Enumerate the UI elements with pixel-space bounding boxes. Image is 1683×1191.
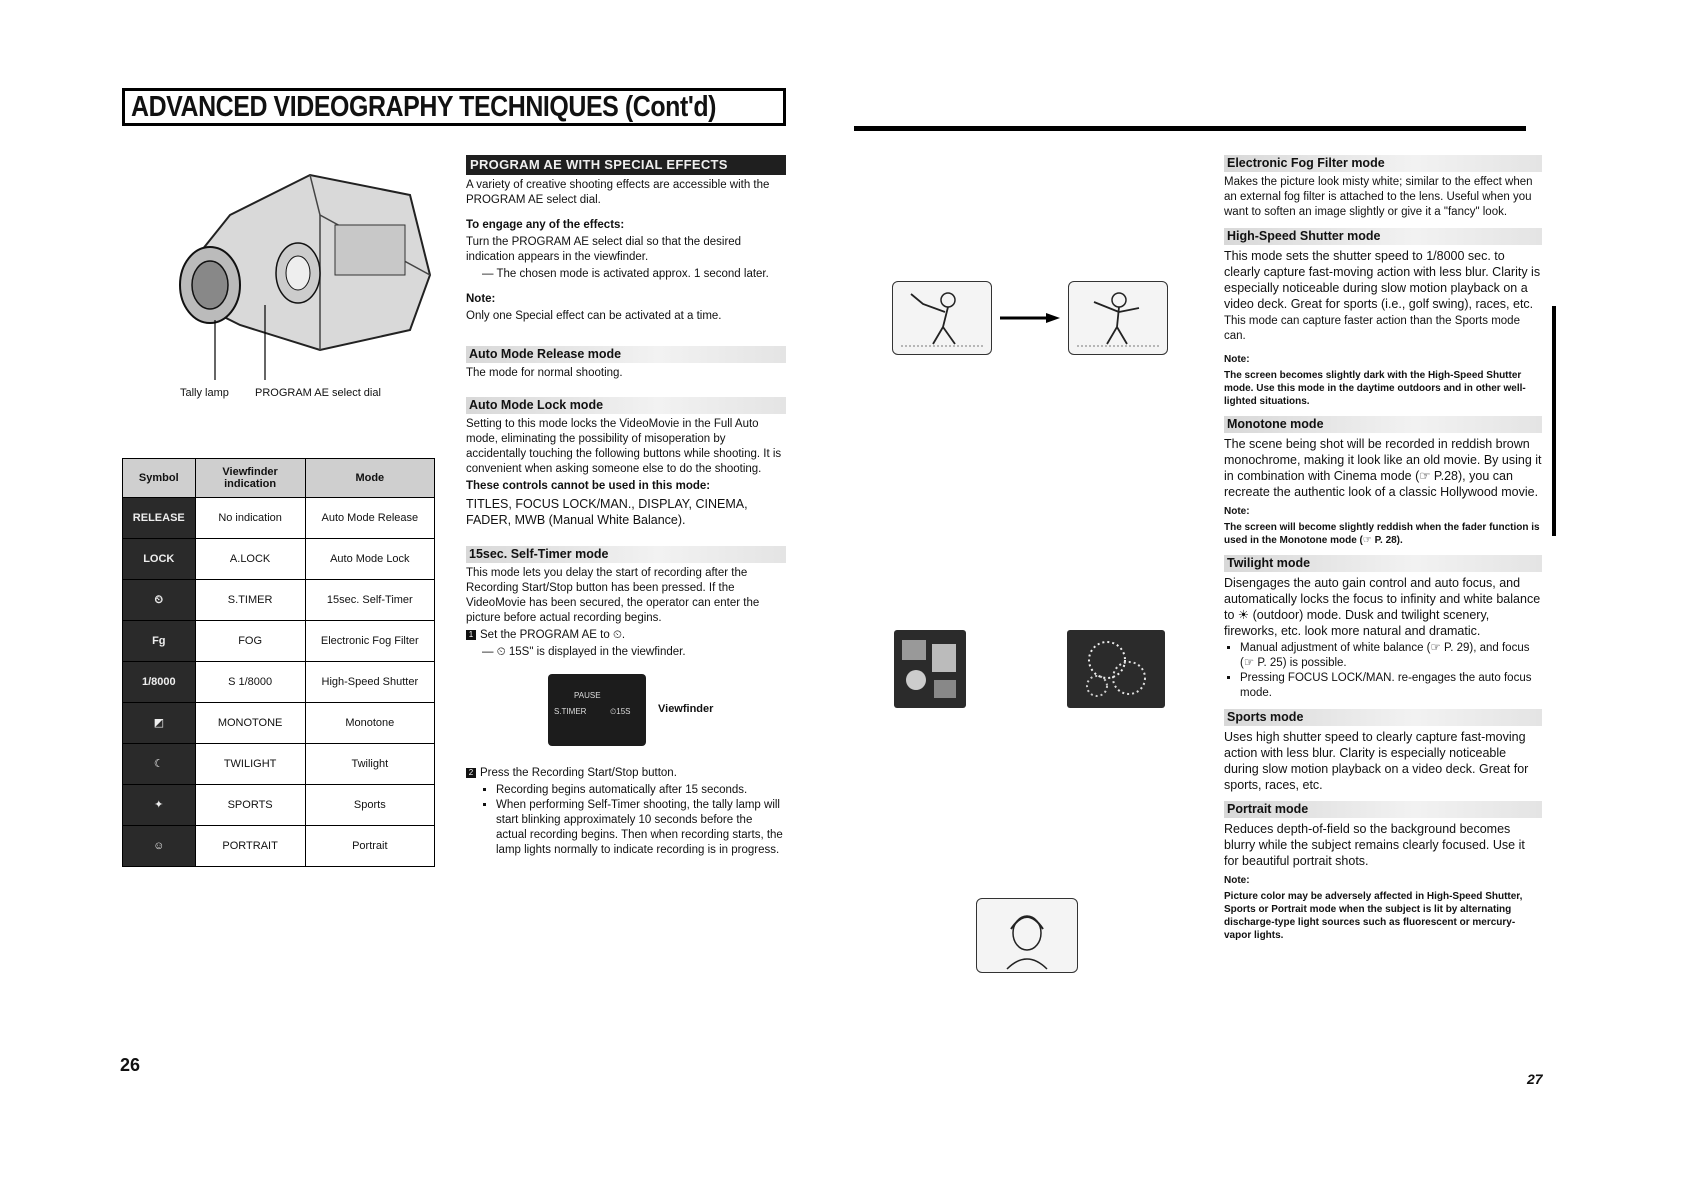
viewfinder-illustration [548, 674, 714, 746]
table-cell: A.LOCK [195, 539, 305, 580]
monotone-mode-text: The scene being shot will be recorded in reddish brown monochrome, making it look like an old movie. By using it in combination with Cinema mode (☞ P.28), you can recreate the authentic look of a classic Hollywood movie. [1224, 437, 1542, 499]
lock-mode-bold: These controls cannot be used in this mode: [466, 480, 711, 492]
table-row [123, 580, 435, 621]
fireworks-illustration [1067, 630, 1165, 708]
portrait-illustration [976, 898, 1078, 973]
step-1 [466, 628, 786, 643]
lock-symbol: LOCK [123, 539, 196, 580]
step-2-text: Press the Recording Start/Stop button. [480, 767, 677, 779]
twilight-bullets [1224, 641, 1542, 701]
middle-column [466, 155, 786, 858]
table-cell: No indication [195, 498, 305, 539]
high-speed-mode-text: This mode sets the shutter speed to 1/8000 sec. to clearly capture fast-moving action with less blur. Clarity is especially noticeable during slow motion playback on a video deck. Great for sports (i.e., golf swing), races, etc. [1224, 249, 1541, 311]
portrait-mode-heading: Portrait mode [1224, 801, 1542, 818]
table-row [123, 703, 435, 744]
portrait-icon: ☺ [123, 826, 196, 867]
viewfinder-pause: PAUSE [574, 691, 601, 700]
table-cell: Sports [305, 785, 434, 826]
high-speed-mode-heading: High-Speed Shutter mode [1224, 228, 1542, 245]
table-cell: High-Speed Shutter [305, 662, 434, 703]
table-cell: Twilight [305, 744, 434, 785]
golfer-illustration-before [892, 281, 992, 355]
table-row [123, 621, 435, 662]
sports-mode-text: Uses high shutter speed to clearly capture fast-moving action with less blur. Clarity is especially noticeable during slow motion playback on a video deck. Great for sports, races, etc. [1224, 730, 1529, 792]
step-2 [466, 766, 786, 781]
monotone-note-heading: Note: [1224, 506, 1250, 517]
high-speed-note-heading: Note: [1224, 354, 1250, 365]
table-cell: S.TIMER [195, 580, 305, 621]
list-item: ▪ Manual adjustment of white balance (☞ P. 29), and focus (☞ P. 25) is possible. [1240, 641, 1542, 671]
header-viewfinder: Viewfinder indication [195, 459, 305, 498]
table-row [123, 744, 435, 785]
step-1-text: Set the PROGRAM AE to ⏲. [480, 629, 626, 641]
monotone-illustration [894, 630, 966, 708]
program-ae-dial-label: PROGRAM AE select dial [255, 387, 381, 399]
twilight-mode-text: Disengages the auto gain control and auto focus, and automatically locks the focus to infinity and white balance to ☀ (outdoor) mode. Dusk and twilight scenery, fireworks, etc. look more natural and dramatic. [1224, 576, 1541, 638]
section-banner: PROGRAM AE WITH SPECIAL EFFECTS [466, 155, 786, 175]
table-row [123, 498, 435, 539]
monotone-note: The screen will become slightly reddish when the fader function is used in the Monotone mode (☞ P. 28). [1224, 522, 1540, 546]
arrow-icon [1000, 313, 1060, 323]
final-note-heading: Note: [1224, 875, 1250, 886]
release-mode-text: The mode for normal shooting. [466, 367, 623, 379]
viewfinder-label: Viewfinder [658, 703, 714, 715]
release-mode-heading: Auto Mode Release mode [466, 346, 786, 363]
twilight-icon: ☾ [123, 744, 196, 785]
list-item: ▪ When performing Self-Timer shooting, the tally lamp will start blinking approximately 10 seconds before the actual recording begins. Then when recording starts, the lamp lights normally to indicate recording is in progress. [496, 798, 786, 858]
table-cell: FOG [195, 621, 305, 662]
sports-icon: ✦ [123, 785, 196, 826]
step-2-number: 2 [466, 768, 476, 778]
step-2-bullets [466, 783, 786, 858]
note-heading: Note: [466, 293, 496, 305]
table-row [123, 785, 435, 826]
step-1-sub: — ⏲ 15S" is displayed in the viewfinder. [482, 646, 686, 658]
page-number-left: 26 [120, 1055, 141, 1075]
self-timer-icon: ⏲ [123, 580, 196, 621]
table-cell: S 1/8000 [195, 662, 305, 703]
lock-mode-text: Setting to this mode locks the VideoMovie in the Full Auto mode, eliminating the possibility of misoperation by accidentally touching the following buttons while shooting. It is convenient when asking someone else to do the shooting. [466, 418, 782, 475]
step-1-number: 1 [466, 630, 476, 640]
table-cell: Portrait [305, 826, 434, 867]
table-row [123, 539, 435, 580]
table-cell: Auto Mode Release [305, 498, 434, 539]
header-mode: Mode [305, 459, 434, 498]
high-speed-note: The screen becomes slightly dark with the High-Speed Shutter mode. Use this mode in the daytime outdoors and in other well-lighted situations. [1224, 370, 1526, 407]
viewfinder-stimer: S.TIMER [554, 707, 587, 716]
intro-text: A variety of creative shooting effects are accessible with the PROGRAM AE select dial. [466, 179, 770, 206]
header-rule [854, 126, 1526, 131]
page-title: ADVANCED VIDEOGRAPHY TECHNIQUES (Cont'd) [122, 88, 786, 126]
side-marker-bar [1552, 306, 1556, 536]
table-row [123, 662, 435, 703]
golfer-illustration-after [1068, 281, 1168, 355]
table-cell: Monotone [305, 703, 434, 744]
twilight-mode-heading: Twilight mode [1224, 555, 1542, 572]
table-cell: MONOTONE [195, 703, 305, 744]
note-text: Only one Special effect can be activated at a time. [466, 310, 722, 322]
list-item: ▪ Recording begins automatically after 15 seconds. [496, 783, 786, 798]
timer-mode-heading: 15sec. Self-Timer mode [466, 546, 786, 563]
list-item: ▪ Pressing FOCUS LOCK/MAN. re-engages the auto focus mode. [1240, 671, 1542, 701]
fog-symbol: Fg [123, 621, 196, 662]
camcorder-illustration [160, 155, 450, 405]
table-cell: Electronic Fog Filter [305, 621, 434, 662]
header-symbol: Symbol [123, 459, 196, 498]
sports-mode-heading: Sports mode [1224, 709, 1542, 726]
high-speed-mode-text-2: This mode can capture faster action than the Sports mode can. [1224, 315, 1520, 342]
table-cell: SPORTS [195, 785, 305, 826]
table-header-row [123, 459, 435, 498]
monotone-mode-heading: Monotone mode [1224, 416, 1542, 433]
monotone-icon: ◩ [123, 703, 196, 744]
mode-table [122, 458, 435, 867]
release-symbol: RELEASE [123, 498, 196, 539]
engage-heading: To engage any of the effects: [466, 219, 625, 231]
lock-mode-controls: TITLES, FOCUS LOCK/MAN., DISPLAY, CINEMA, FADER, MWB (Manual White Balance). [466, 497, 748, 527]
final-note: Picture color may be adversely affected in High-Speed Shutter, Sports or Portrait mode when the subject is lit by alternating discharge-type light sources such as fluorescent or mercury-vapor lights. [1224, 891, 1523, 941]
table-row [123, 826, 435, 867]
tally-lamp-label: Tally lamp [180, 387, 229, 399]
table-cell: 15sec. Self-Timer [305, 580, 434, 621]
viewfinder-15s: ⏲15S [610, 707, 631, 716]
right-column [1224, 155, 1542, 944]
lock-mode-heading: Auto Mode Lock mode [466, 397, 786, 414]
table-cell: Auto Mode Lock [305, 539, 434, 580]
table-cell: TWILIGHT [195, 744, 305, 785]
engage-dash: — The chosen mode is activated approx. 1 second later. [482, 268, 769, 280]
fog-mode-heading: Electronic Fog Filter mode [1224, 155, 1542, 172]
fog-mode-text: Makes the picture look misty white; similar to the effect when an external fog filter is attached to the lens. Useful when you want to soften an image slightly or give it a "fancy" look. [1224, 176, 1533, 218]
portrait-mode-text: Reduces depth-of-field so the background becomes blurry while the subject remains clearly focused. Use it for beautiful portrait shots. [1224, 822, 1525, 868]
engage-text: Turn the PROGRAM AE select dial so that the desired indication appears in the viewfinder. [466, 236, 742, 263]
shutter-symbol: 1/8000 [123, 662, 196, 703]
timer-mode-text: This mode lets you delay the start of recording after the Recording Start/Stop button has been pressed. If the VideoMovie has been secured, the operator can enter the picture before actual recording begins. [466, 567, 760, 624]
table-cell: PORTRAIT [195, 826, 305, 867]
page-number-right: 27 [1527, 1071, 1543, 1087]
